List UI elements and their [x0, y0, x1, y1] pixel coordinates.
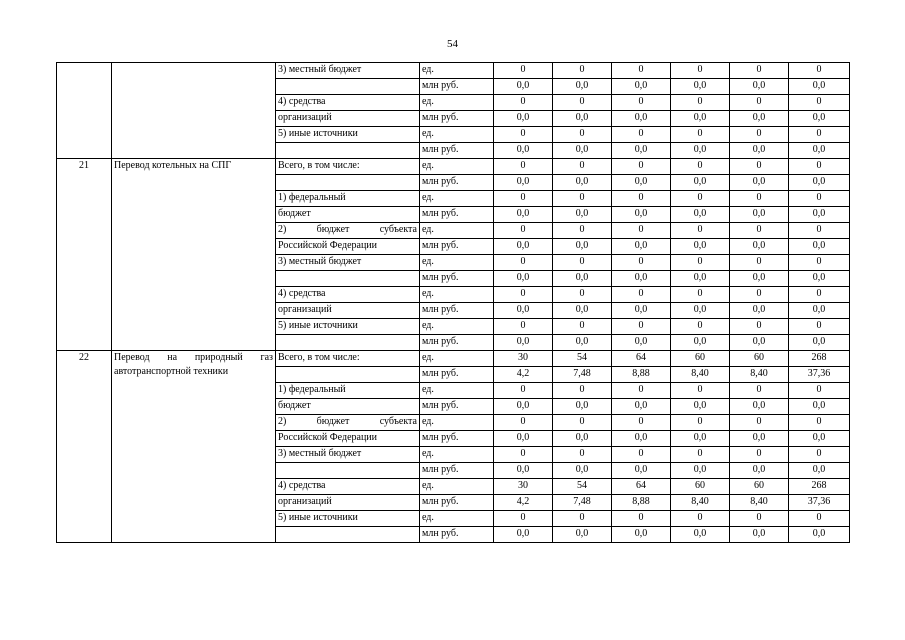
year-value-cell: 0 — [671, 319, 730, 335]
year-value-cell: 0,0 — [671, 143, 730, 159]
year-value-cell: 30 — [494, 351, 553, 367]
year-value-cell: 0 — [671, 63, 730, 79]
year-value-cell: 0 — [494, 383, 553, 399]
total-value-cell: 0 — [789, 415, 850, 431]
item-number — [57, 63, 112, 159]
unit-cell: ед. — [420, 511, 494, 527]
year-value-cell: 0,0 — [730, 175, 789, 191]
year-value-cell: 8,40 — [730, 367, 789, 383]
year-value-cell: 0,0 — [553, 303, 612, 319]
year-value-cell: 0 — [553, 63, 612, 79]
total-value-cell: 0 — [789, 159, 850, 175]
year-value-cell: 0 — [494, 319, 553, 335]
year-value-cell: 0 — [730, 511, 789, 527]
total-value-cell: 0 — [789, 63, 850, 79]
year-value-cell: 0,0 — [553, 239, 612, 255]
year-value-cell: 0,0 — [730, 79, 789, 95]
year-value-cell: 0 — [612, 415, 671, 431]
year-value-cell: 0 — [612, 63, 671, 79]
total-value-cell: 0,0 — [789, 527, 850, 543]
year-value-cell: 0,0 — [553, 431, 612, 447]
year-value-cell: 0 — [671, 223, 730, 239]
year-value-cell: 8,88 — [612, 367, 671, 383]
year-value-cell: 0,0 — [612, 303, 671, 319]
year-value-cell: 0,0 — [671, 527, 730, 543]
year-value-cell: 0 — [612, 319, 671, 335]
unit-cell: млн руб. — [420, 367, 494, 383]
year-value-cell: 0 — [730, 127, 789, 143]
year-value-cell: 0,0 — [553, 527, 612, 543]
year-value-cell: 0 — [494, 287, 553, 303]
unit-cell: ед. — [420, 191, 494, 207]
table-body — [57, 63, 850, 543]
funding-source-label: 1) федеральный — [276, 191, 420, 207]
total-value-cell: 0,0 — [789, 303, 850, 319]
funding-source-label: организаций — [276, 111, 420, 127]
year-value-cell: 0 — [612, 159, 671, 175]
unit-cell: ед. — [420, 127, 494, 143]
year-value-cell: 0 — [553, 127, 612, 143]
year-value-cell: 0,0 — [494, 303, 553, 319]
year-value-cell: 8,40 — [671, 495, 730, 511]
funding-source-label — [276, 527, 420, 543]
funding-source-label: 3) местный бюджет — [276, 447, 420, 463]
funding-source-label: бюджет — [276, 399, 420, 415]
year-value-cell: 0,0 — [730, 431, 789, 447]
year-value-cell: 0,0 — [494, 399, 553, 415]
year-value-cell: 0,0 — [730, 399, 789, 415]
year-value-cell: 0,0 — [494, 111, 553, 127]
funding-source-label — [276, 367, 420, 383]
total-value-cell: 0,0 — [789, 271, 850, 287]
year-value-cell: 0,0 — [612, 207, 671, 223]
year-value-cell: 60 — [671, 351, 730, 367]
unit-cell: млн руб. — [420, 463, 494, 479]
year-value-cell: 0,0 — [494, 527, 553, 543]
funding-source-label: 5) иные источники — [276, 511, 420, 527]
year-value-cell: 0,0 — [494, 271, 553, 287]
funding-source-label: организаций — [276, 303, 420, 319]
funding-source-label: Всего, в том числе: — [276, 351, 420, 367]
year-value-cell: 0 — [730, 287, 789, 303]
year-value-cell: 0,0 — [494, 175, 553, 191]
year-value-cell: 0,0 — [612, 399, 671, 415]
table-row — [57, 351, 850, 367]
funding-source-label: 4) средства — [276, 287, 420, 303]
year-value-cell: 0 — [730, 255, 789, 271]
total-value-cell: 0,0 — [789, 79, 850, 95]
total-value-cell: 0,0 — [789, 239, 850, 255]
unit-cell: ед. — [420, 351, 494, 367]
total-value-cell: 0 — [789, 255, 850, 271]
year-value-cell: 0,0 — [730, 335, 789, 351]
year-value-cell: 0,0 — [553, 207, 612, 223]
unit-cell: ед. — [420, 63, 494, 79]
year-value-cell: 0 — [730, 319, 789, 335]
year-value-cell: 54 — [553, 351, 612, 367]
funding-source-label: Российской Федерации — [276, 431, 420, 447]
unit-cell: млн руб. — [420, 527, 494, 543]
year-value-cell: 0,0 — [612, 271, 671, 287]
total-value-cell: 0,0 — [789, 463, 850, 479]
total-value-cell: 0,0 — [789, 431, 850, 447]
table-row — [57, 159, 850, 175]
year-value-cell: 0 — [671, 127, 730, 143]
year-value-cell: 0 — [671, 511, 730, 527]
year-value-cell: 8,88 — [612, 495, 671, 511]
year-value-cell: 0,0 — [553, 111, 612, 127]
year-value-cell: 0 — [671, 95, 730, 111]
year-value-cell: 60 — [671, 479, 730, 495]
year-value-cell: 4,2 — [494, 367, 553, 383]
unit-cell: ед. — [420, 159, 494, 175]
year-value-cell: 0,0 — [671, 111, 730, 127]
unit-cell: млн руб. — [420, 239, 494, 255]
year-value-cell: 0 — [494, 63, 553, 79]
unit-cell: млн руб. — [420, 111, 494, 127]
item-number: 21 — [57, 159, 112, 351]
year-value-cell: 0 — [494, 415, 553, 431]
total-value-cell: 0,0 — [789, 175, 850, 191]
unit-cell: млн руб. — [420, 79, 494, 95]
unit-cell: млн руб. — [420, 175, 494, 191]
year-value-cell: 7,48 — [553, 367, 612, 383]
funding-source-label — [276, 175, 420, 191]
total-value-cell: 0,0 — [789, 143, 850, 159]
year-value-cell: 8,40 — [730, 495, 789, 511]
year-value-cell: 0 — [553, 415, 612, 431]
year-value-cell: 0,0 — [612, 143, 671, 159]
year-value-cell: 30 — [494, 479, 553, 495]
total-value-cell: 0,0 — [789, 399, 850, 415]
unit-cell: ед. — [420, 223, 494, 239]
year-value-cell: 0,0 — [730, 463, 789, 479]
funding-source-label: 4) средства — [276, 479, 420, 495]
year-value-cell: 0,0 — [730, 271, 789, 287]
page-number: 54 — [447, 38, 458, 50]
year-value-cell: 0 — [730, 191, 789, 207]
year-value-cell: 0 — [494, 95, 553, 111]
funding-source-label: 4) средства — [276, 95, 420, 111]
funding-source-label: Всего, в том числе: — [276, 159, 420, 175]
unit-cell: млн руб. — [420, 207, 494, 223]
funding-source-label: 5) иные источники — [276, 319, 420, 335]
unit-cell: млн руб. — [420, 431, 494, 447]
year-value-cell: 7,48 — [553, 495, 612, 511]
unit-cell: ед. — [420, 415, 494, 431]
total-value-cell: 0 — [789, 191, 850, 207]
year-value-cell: 0 — [553, 191, 612, 207]
unit-cell: ед. — [420, 319, 494, 335]
unit-cell: млн руб. — [420, 303, 494, 319]
year-value-cell: 0 — [494, 447, 553, 463]
year-value-cell: 0 — [494, 127, 553, 143]
year-value-cell: 0 — [553, 383, 612, 399]
unit-cell: ед. — [420, 95, 494, 111]
total-value-cell: 37,36 — [789, 367, 850, 383]
total-value-cell: 0,0 — [789, 207, 850, 223]
unit-cell: ед. — [420, 383, 494, 399]
item-name: Перевод котельных на СПГ — [112, 159, 276, 351]
year-value-cell: 0 — [553, 95, 612, 111]
year-value-cell: 0 — [671, 287, 730, 303]
year-value-cell: 0 — [612, 191, 671, 207]
year-value-cell: 0 — [671, 255, 730, 271]
unit-cell: млн руб. — [420, 495, 494, 511]
unit-cell: ед. — [420, 287, 494, 303]
unit-cell: ед. — [420, 447, 494, 463]
year-value-cell: 0 — [494, 159, 553, 175]
funding-source-label: 2) бюджет субъекта — [276, 415, 420, 431]
unit-cell: ед. — [420, 255, 494, 271]
unit-cell: млн руб. — [420, 399, 494, 415]
funding-source-label: бюджет — [276, 207, 420, 223]
year-value-cell: 0 — [730, 63, 789, 79]
funding-source-label — [276, 271, 420, 287]
total-value-cell: 37,36 — [789, 495, 850, 511]
year-value-cell: 0,0 — [553, 175, 612, 191]
total-value-cell: 0,0 — [789, 111, 850, 127]
year-value-cell: 0 — [730, 223, 789, 239]
unit-cell: млн руб. — [420, 271, 494, 287]
total-value-cell: 0 — [789, 383, 850, 399]
table-row — [57, 63, 850, 79]
total-value-cell: 0,0 — [789, 335, 850, 351]
year-value-cell: 64 — [612, 351, 671, 367]
funding-source-label — [276, 143, 420, 159]
year-value-cell: 0 — [612, 287, 671, 303]
year-value-cell: 0 — [494, 511, 553, 527]
year-value-cell: 0,0 — [730, 143, 789, 159]
year-value-cell: 0,0 — [730, 303, 789, 319]
unit-cell: млн руб. — [420, 143, 494, 159]
year-value-cell: 0,0 — [612, 463, 671, 479]
year-value-cell: 60 — [730, 351, 789, 367]
total-value-cell: 268 — [789, 479, 850, 495]
funding-source-label — [276, 463, 420, 479]
year-value-cell: 0 — [553, 223, 612, 239]
total-value-cell: 0 — [789, 447, 850, 463]
year-value-cell: 0,0 — [730, 111, 789, 127]
year-value-cell: 0 — [612, 383, 671, 399]
year-value-cell: 0 — [671, 383, 730, 399]
total-value-cell: 0 — [789, 319, 850, 335]
year-value-cell: 0 — [494, 223, 553, 239]
year-value-cell: 0,0 — [612, 335, 671, 351]
year-value-cell: 8,40 — [671, 367, 730, 383]
item-name — [112, 63, 276, 159]
year-value-cell: 0,0 — [494, 79, 553, 95]
year-value-cell: 0,0 — [553, 399, 612, 415]
year-value-cell: 0,0 — [494, 431, 553, 447]
year-value-cell: 0,0 — [671, 239, 730, 255]
year-value-cell: 64 — [612, 479, 671, 495]
year-value-cell: 0 — [494, 191, 553, 207]
year-value-cell: 0 — [730, 415, 789, 431]
year-value-cell: 0,0 — [494, 207, 553, 223]
year-value-cell: 0,0 — [553, 271, 612, 287]
year-value-cell: 0,0 — [553, 143, 612, 159]
year-value-cell: 0,0 — [671, 207, 730, 223]
total-value-cell: 0 — [789, 127, 850, 143]
year-value-cell: 0,0 — [671, 303, 730, 319]
total-value-cell: 0 — [789, 223, 850, 239]
year-value-cell: 0 — [553, 511, 612, 527]
year-value-cell: 0 — [730, 447, 789, 463]
item-name: Перевод на природный газ автотранспортной техники — [112, 351, 276, 543]
year-value-cell: 0,0 — [612, 175, 671, 191]
year-value-cell: 0,0 — [730, 239, 789, 255]
total-value-cell: 0 — [789, 511, 850, 527]
year-value-cell: 0 — [612, 255, 671, 271]
year-value-cell: 0 — [612, 223, 671, 239]
year-value-cell: 0 — [612, 511, 671, 527]
year-value-cell: 0,0 — [671, 79, 730, 95]
year-value-cell: 0,0 — [671, 271, 730, 287]
year-value-cell: 0 — [671, 191, 730, 207]
year-value-cell: 0 — [730, 95, 789, 111]
year-value-cell: 0,0 — [671, 431, 730, 447]
item-number: 22 — [57, 351, 112, 543]
funding-source-label: 1) федеральный — [276, 383, 420, 399]
year-value-cell: 0 — [553, 447, 612, 463]
year-value-cell: 0,0 — [612, 239, 671, 255]
total-value-cell: 0 — [789, 95, 850, 111]
year-value-cell: 0 — [553, 319, 612, 335]
funding-source-label: 3) местный бюджет — [276, 63, 420, 79]
funding-source-label: 2) бюджет субъекта — [276, 223, 420, 239]
year-value-cell: 0 — [612, 95, 671, 111]
year-value-cell: 0 — [553, 255, 612, 271]
year-value-cell: 0,0 — [671, 463, 730, 479]
year-value-cell: 0 — [553, 159, 612, 175]
total-value-cell: 0 — [789, 287, 850, 303]
year-value-cell: 0,0 — [494, 463, 553, 479]
year-value-cell: 0,0 — [553, 463, 612, 479]
year-value-cell: 0,0 — [730, 207, 789, 223]
year-value-cell: 0,0 — [612, 111, 671, 127]
year-value-cell: 0,0 — [671, 335, 730, 351]
year-value-cell: 0 — [730, 383, 789, 399]
year-value-cell: 0,0 — [553, 335, 612, 351]
year-value-cell: 0 — [671, 159, 730, 175]
year-value-cell: 0 — [730, 159, 789, 175]
year-value-cell: 0 — [553, 287, 612, 303]
year-value-cell: 0,0 — [612, 431, 671, 447]
funding-source-label — [276, 79, 420, 95]
funding-source-label: организаций — [276, 495, 420, 511]
year-value-cell: 0,0 — [494, 143, 553, 159]
year-value-cell: 4,2 — [494, 495, 553, 511]
year-value-cell: 0 — [612, 447, 671, 463]
year-value-cell: 0 — [671, 447, 730, 463]
year-value-cell: 0 — [671, 415, 730, 431]
year-value-cell: 0,0 — [671, 399, 730, 415]
unit-cell: ед. — [420, 479, 494, 495]
total-value-cell: 268 — [789, 351, 850, 367]
year-value-cell: 0,0 — [494, 239, 553, 255]
year-value-cell: 0,0 — [612, 79, 671, 95]
funding-source-label — [276, 335, 420, 351]
year-value-cell: 60 — [730, 479, 789, 495]
year-value-cell: 0 — [494, 255, 553, 271]
funding-source-label: 3) местный бюджет — [276, 255, 420, 271]
year-value-cell: 0,0 — [671, 175, 730, 191]
year-value-cell: 0,0 — [612, 527, 671, 543]
year-value-cell: 0,0 — [494, 335, 553, 351]
unit-cell: млн руб. — [420, 335, 494, 351]
funding-source-label: 5) иные источники — [276, 127, 420, 143]
funding-source-label: Российской Федерации — [276, 239, 420, 255]
funding-table — [56, 62, 850, 543]
year-value-cell: 0 — [612, 127, 671, 143]
year-value-cell: 0,0 — [553, 79, 612, 95]
year-value-cell: 54 — [553, 479, 612, 495]
year-value-cell: 0,0 — [730, 527, 789, 543]
